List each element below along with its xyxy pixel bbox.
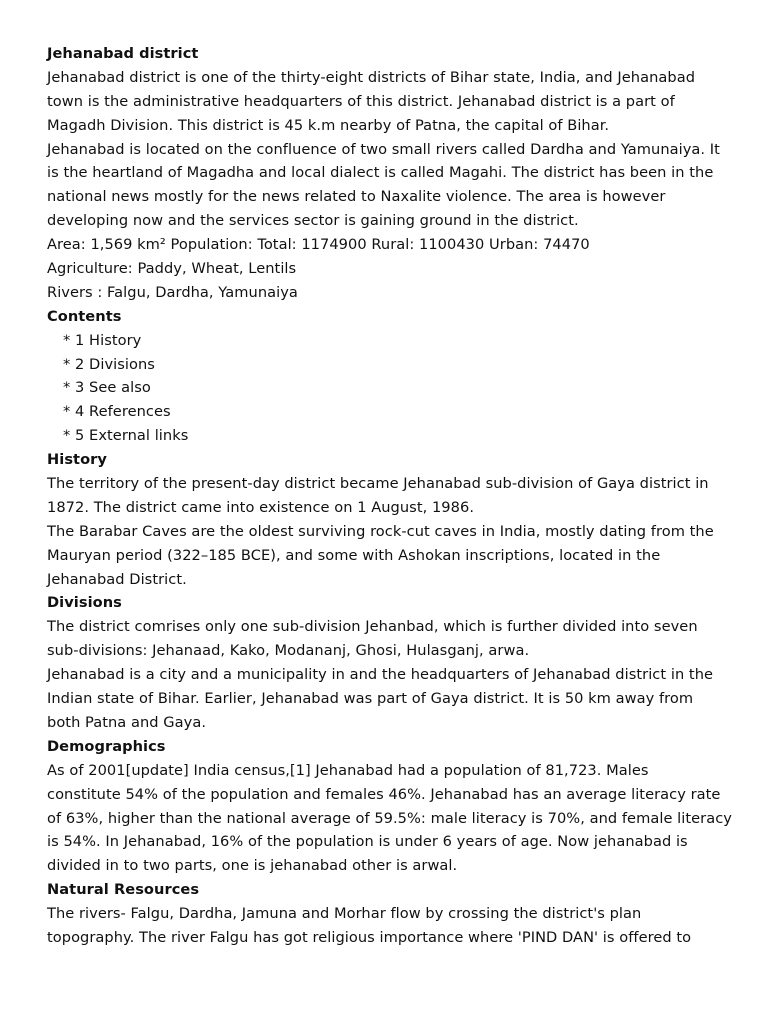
text-line: developing now and the services sector is gaining ground in the district.	[47, 212, 579, 230]
contents-list-item: * 3 See also	[63, 379, 151, 397]
contents-list-item: * 4 References	[63, 403, 171, 421]
text-line: Rivers : Falgu, Dardha, Yamunaiya	[47, 283, 298, 301]
text-line: As of 2001[update] India census,[1] Jehanabad had a population of 81,723. Males	[47, 761, 649, 779]
text-line: is the heartland of Magadha and local dialect is called Magahi. The district has been in the	[47, 164, 714, 182]
document-page	[47, 42, 737, 950]
text-line: Jehanabad District.	[47, 570, 187, 588]
text-line: is 54%. In Jehanabad, 16% of the population is under 6 years of age. Now jehanabad is	[47, 833, 688, 851]
text-line: Indian state of Bihar. Earlier, Jehanabad was part of Gaya district. It is 50 km away from	[47, 690, 694, 708]
text-line: divided in to two parts, one is jehanabad other is arwal.	[47, 857, 458, 875]
text-line: The rivers- Falgu, Dardha, Jamuna and Morhar flow by crossing the district's plan	[47, 905, 642, 923]
text-line: The territory of the present-day district became Jehanabad sub-division of Gaya district in	[47, 475, 709, 493]
text-line: national news mostly for the news related to Naxalite violence. The area is however	[47, 188, 666, 206]
contents-list-item: * 1 History	[63, 331, 142, 349]
text-line: constitute 54% of the population and females 46%. Jehanabad has an average literacy rate	[47, 785, 721, 803]
text-line: Jehanabad is a city and a municipality in and the headquarters of Jehanabad district in the	[47, 666, 714, 684]
section-heading: Demographics	[47, 737, 166, 755]
section-heading: History	[47, 451, 107, 469]
text-line: town is the administrative headquarters of this district. Jehanabad district is a part of	[47, 92, 675, 110]
contents-list-item: * 5 External links	[63, 427, 189, 445]
section-heading: Natural Resources	[47, 881, 200, 899]
text-line: The district comrises only one sub-division Jehanbad, which is further divided into seven	[47, 618, 698, 636]
text-line: of 63%, higher than the national average of 59.5%: male literacy is 70%, and female literacy	[47, 809, 732, 827]
text-line: The Barabar Caves are the oldest surviving rock-cut caves in India, mostly dating from the	[47, 522, 714, 540]
text-line: Jehanabad is located on the confluence of two small rivers called Dardha and Yamunaiya. It	[47, 140, 720, 158]
text-line: 1872. The district came into existence on 1 August, 1986.	[47, 498, 475, 516]
contents-list-item: * 2 Divisions	[63, 355, 155, 373]
text-line: Mauryan period (322–185 BCE), and some with Ashokan inscriptions, located in the	[47, 546, 661, 564]
text-line: Agriculture: Paddy, Wheat, Lentils	[47, 260, 297, 278]
text-line: topography. The river Falgu has got religious importance where 'PIND DAN' is offered to	[47, 928, 692, 946]
text-line: Jehanabad district is one of the thirty-eight districts of Bihar state, India, and Jehanabad	[47, 68, 696, 86]
text-line: both Patna and Gaya.	[47, 713, 207, 731]
section-heading: Contents	[47, 307, 122, 325]
text-line: sub-divisions: Jehanaad, Kako, Modananj, Ghosi, Hulasganj, arwa.	[47, 642, 530, 660]
section-heading: Jehanabad district	[47, 45, 199, 62]
text-line: Area: 1,569 km² Population: Total: 1174900 Rural: 1100430 Urban: 74470	[47, 236, 590, 254]
text-line: Magadh Division. This district is 45 k.m nearby of Patna, the capital of Bihar.	[47, 116, 610, 134]
section-heading: Divisions	[47, 594, 122, 612]
